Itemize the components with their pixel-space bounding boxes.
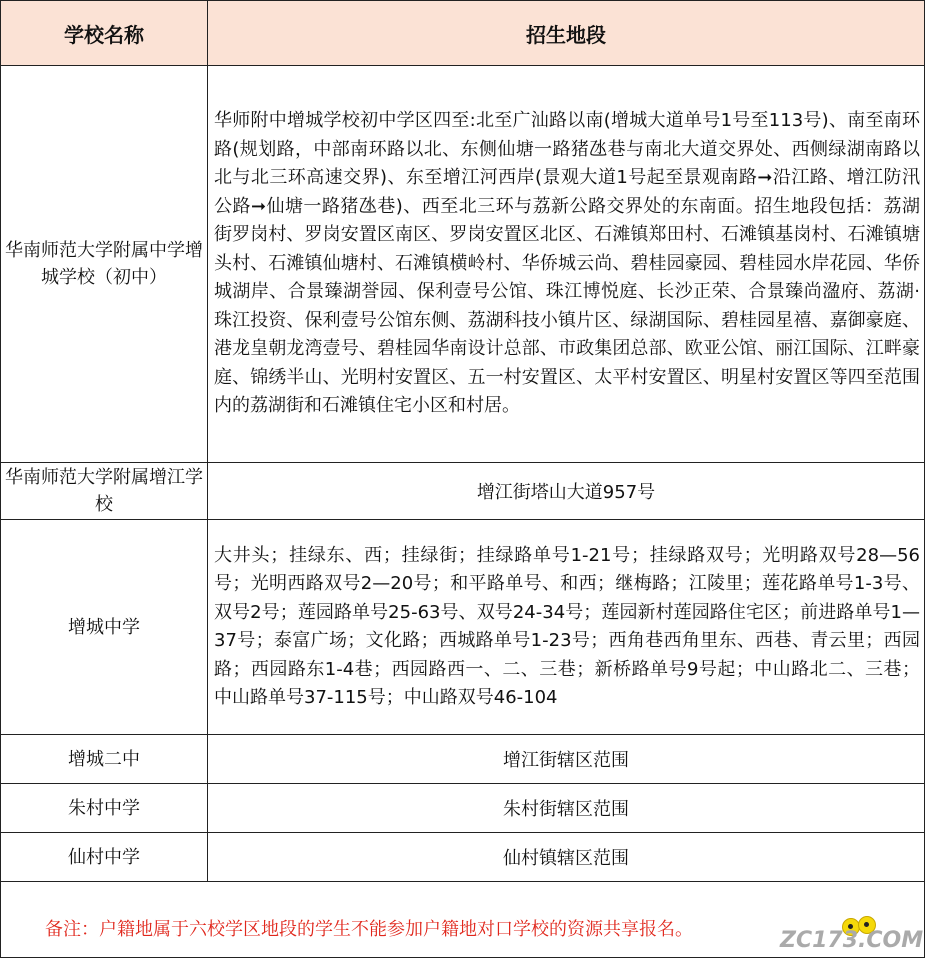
header-school: 学校名称	[1, 1, 208, 66]
table-row	[1, 833, 925, 882]
enrollment-area: 华师附中增城学校初中学区四至:北至广汕路以南(增城大道单号1号至113号)、南至南环路(规划路，中部南环路以北、东侧仙塘一路猪氹巷与南北大道交界处、西侧绿湖南路以北与北三环高速交界)、东至增江河西岸(景观大道1号起至景观南路➞沿江路、增江防汛公路➞仙塘一路猪氹巷)、西至北三环与荔新公路交界处的东南面。招生地段包括：荔湖街罗岗村、罗岗安置区南区、罗岗安置区北区、石滩镇郑田村、石滩镇基岗村、石滩镇塘头村、石滩镇仙塘村、石滩镇横岭村、华侨城云尚、碧桂园豪园、碧桂园水岸花园、华侨城湖岸、合景臻湖誉园、保利壹号公馆、珠江博悦庭、长沙正荣、合景臻尚溋府、荔湖·珠江投资、保利壹号公馆东侧、荔湖科技小镇片区、绿湖国际、碧桂园星禧、嘉御豪庭、港龙皇朝龙湾壹号、碧桂园华南设计总部、市政集团总部、欧亚公馆、丽江国际、江畔豪庭、锦绣半山、光明村安置区、五一村安置区、太平村安置区、明星村安置区等四至范围内的荔湖街和石滩镇住宅小区和村居。	[208, 66, 925, 463]
school-name: 增城中学	[1, 520, 208, 735]
enrollment-area: 朱村街辖区范围	[208, 784, 925, 833]
note-text: 备注：户籍地属于六校学区地段的学生不能参加户籍地对口学校的资源共享报名。	[45, 919, 693, 940]
table-row	[1, 463, 925, 520]
header-area: 招生地段	[208, 1, 925, 66]
enrollment-area: 增江街塔山大道957号	[208, 463, 925, 520]
school-name: 华南师范大学附属增江学校	[1, 463, 208, 520]
enrollment-area: 增江街辖区范围	[208, 735, 925, 784]
logo-text: ZC173.COM	[780, 928, 924, 953]
table-header-row	[1, 1, 925, 66]
school-name: 增城二中	[1, 735, 208, 784]
table-row	[1, 66, 925, 463]
site-logo	[780, 916, 924, 958]
school-name: 朱村中学	[1, 784, 208, 833]
school-name: 仙村中学	[1, 833, 208, 882]
table-row	[1, 784, 925, 833]
table-row	[1, 735, 925, 784]
table-row	[1, 520, 925, 735]
enrollment-area: 仙村镇辖区范围	[208, 833, 925, 882]
enrollment-area: 大井头；挂绿东、西；挂绿街；挂绿路单号1-21号；挂绿路双号；光明路双号28—56号；光明西路双号2—20号；和平路单号、和西；继梅路；江陵里；莲花路单号1-3号、双号2号；莲园路单号25-63号、双号24-34号；莲园新村莲园路住宅区；前进路单号1—37号；泰富广场；文化路；西城路单号1-23号；西角巷西角里东、西巷、青云里；西园路；西园路东1-4巷；西园路西一、二、三巷；新桥路单号9号起；中山路北二、三巷；中山路单号37-115号；中山路双号46-104	[208, 520, 925, 735]
school-name: 华南师范大学附属中学增城学校（初中）	[1, 66, 208, 463]
